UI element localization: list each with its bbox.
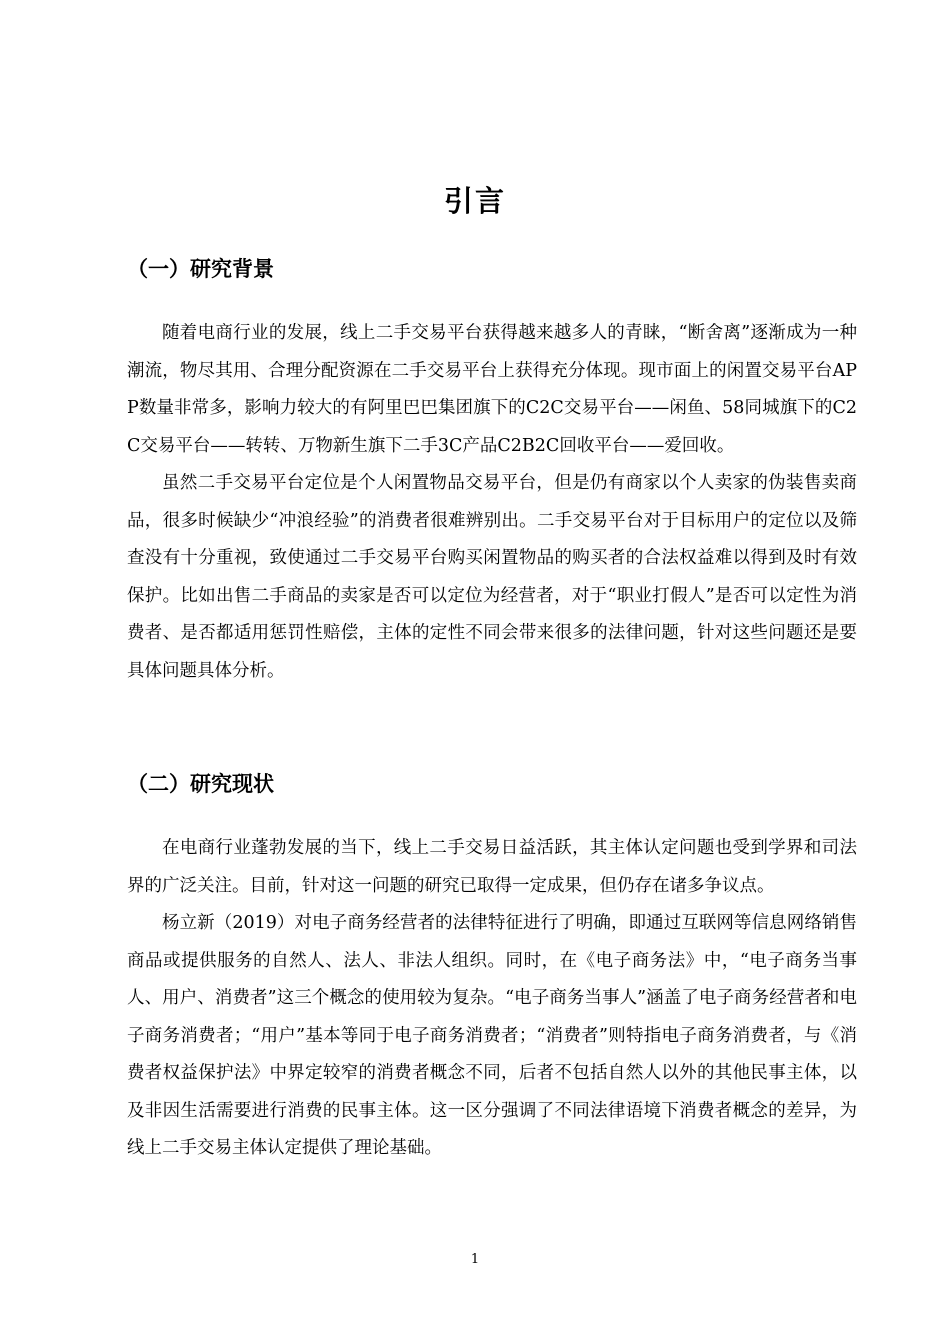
paragraph: 虽然二手交易平台定位是个人闲置物品交易平台，但是仍有商家以个人卖家的伪装售卖商品，很多时候缺少“冲浪经验”的消费者很难辨别出。二手交易平台对于目标用户的定位以及筛查没有十分重视，致使通过二手交易平台购买闲置物品的购买者的合法权益难以得到及时有效保护。比如出售二手商品的卖家是否可以定位为经营者，对于“职业打假人”是否可以定性为消费者、是否都适用惩罚性赔偿，主体的定性不同会带来很多的法律问题，针对这些问题还是要具体问题具体分析。 xyxy=(127,473,857,681)
page-number: 1 xyxy=(470,1252,480,1267)
paragraph: 在电商行业蓬勃发展的当下，线上二手交易日益活跃，其主体认定问题也受到学界和司法界的广泛关注。目前，针对这一问题的研究已取得一定成果，但仍存在诸多争议点。 xyxy=(127,838,857,896)
page-title: 引言 xyxy=(443,184,506,219)
section-body-research-background xyxy=(127,315,857,690)
paragraph: 随着电商行业的发展，线上二手交易平台获得越来越多人的青睐，“断舍离”逐渐成为一种潮流，物尽其用、合理分配资源在二手交易平台上获得充分体现。现市面上的闲置交易平台APP数量非常多，影响力较大的有阿里巴巴集团旗下的C2C交易平台——闲鱼、58同城旗下的C2C交易平台——转转、万物新生旗下二手3C产品C2B2C回收平台——爱回收。 xyxy=(127,323,857,456)
section-body-research-status xyxy=(127,830,857,1168)
section-heading-research-background: （一）研究背景 xyxy=(127,257,274,281)
paragraph: 杨立新（2019）对电子商务经营者的法律特征进行了明确，即通过互联网等信息网络销售商品或提供服务的自然人、法人、非法人组织。同时，在《电子商务法》中，“电子商务当事人、用户、消费者”这三个概念的使用较为复杂。“电子商务当事人”涵盖了电子商务经营者和电子商务消费者；“用户”基本等同于电子商务消费者；“消费者”则特指电子商务消费者，与《消费者权益保护法》中界定较窄的消费者概念不同，后者不包括自然人以外的其他民事主体，以及非因生活需要进行消费的民事主体。这一区分强调了不同法律语境下消费者概念的差异，为线上二手交易主体认定提供了理论基础。 xyxy=(127,913,857,1158)
section-heading-research-status: （二）研究现状 xyxy=(127,772,274,796)
